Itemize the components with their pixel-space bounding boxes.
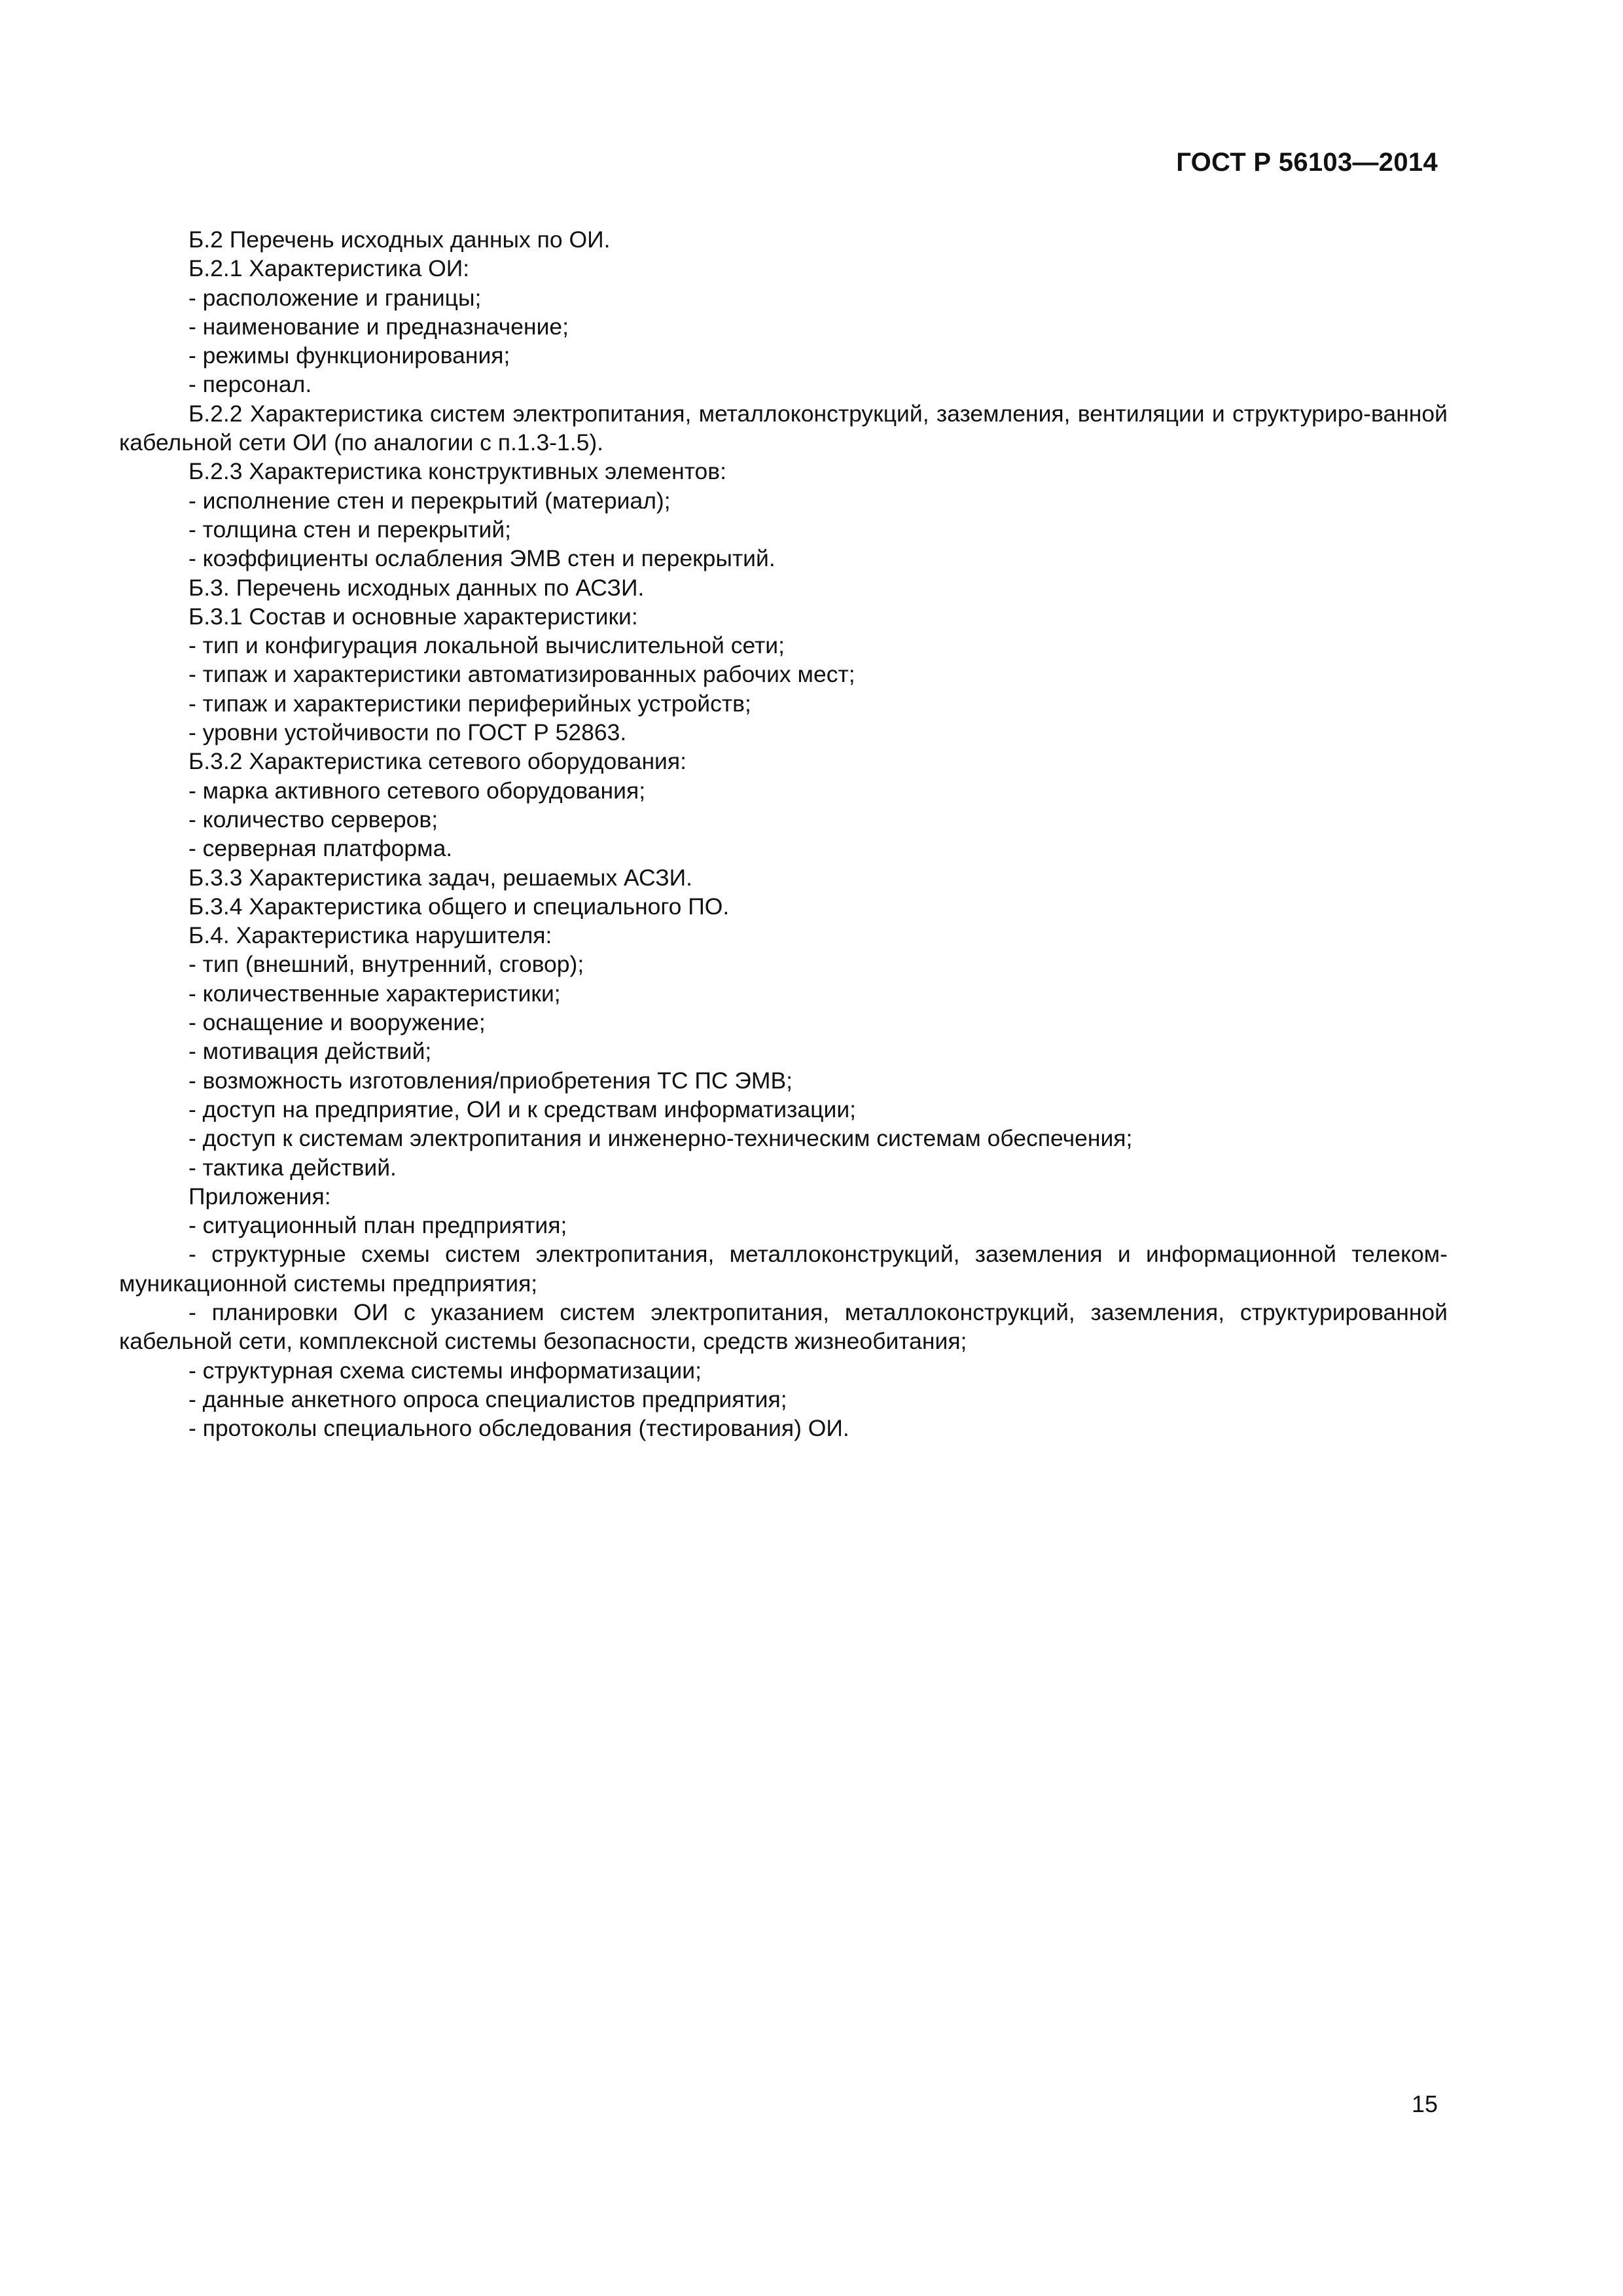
- body-paragraph: - доступ к системам электропитания и инженерно-техническим системам обеспечения;: [188, 1125, 1133, 1152]
- body-paragraph: Б.3.3 Характеристика задач, решаемых АСЗИ.: [188, 864, 693, 891]
- body-paragraph: - уровни устойчивости по ГОСТ Р 52863.: [188, 719, 627, 746]
- body-paragraph: - доступ на предприятие, ОИ и к средствам информатизации;: [188, 1096, 857, 1122]
- body-paragraph: - структурная схема системы информатизации;: [188, 1357, 702, 1384]
- body-paragraph: - ситуационный план предприятия;: [188, 1212, 567, 1239]
- document-code-header: ГОСТ Р 56103—2014: [1176, 148, 1438, 177]
- body-paragraph: - оснащение и вооружение;: [188, 1009, 486, 1036]
- body-paragraph: - марка активного сетевого оборудования;: [188, 777, 646, 804]
- body-paragraph: Б.3.4 Характеристика общего и специального ПО.: [188, 893, 730, 920]
- body-paragraph: - толщина стен и перекрытий;: [188, 516, 512, 543]
- page-number: 15: [1411, 2090, 1438, 2117]
- body-paragraph: - количественные характеристики;: [188, 980, 561, 1007]
- body-paragraph: - наименование и предназначение;: [188, 313, 569, 340]
- body-paragraph: - расположение и границы;: [188, 284, 482, 311]
- body-paragraph: Б.2.3 Характеристика конструктивных элементов:: [188, 458, 727, 485]
- body-paragraph: - возможность изготовления/приобретения ТС ПС ЭМВ;: [188, 1067, 793, 1094]
- body-paragraph: Б.3. Перечень исходных данных по АСЗИ.: [188, 574, 645, 601]
- body-paragraph: - типаж и характеристики периферийных устройств;: [188, 690, 751, 717]
- body-paragraph: - типаж и характеристики автоматизированных рабочих мест;: [188, 661, 855, 688]
- body-paragraph: - количество серверов;: [188, 806, 438, 833]
- body-paragraph: - мотивация действий;: [188, 1038, 432, 1065]
- body-paragraph: Б.2 Перечень исходных данных по ОИ.: [188, 226, 611, 253]
- body-paragraph: Б.3.1 Состав и основные характеристики:: [188, 603, 638, 630]
- body-paragraph: - персонал.: [188, 371, 312, 398]
- body-paragraph: - режимы функционирования;: [188, 342, 510, 369]
- body-paragraph: Б.2.1 Характеристика ОИ:: [188, 255, 470, 282]
- body-paragraph: - исполнение стен и перекрытий (материал);: [188, 487, 671, 514]
- body-paragraph: - планировки ОИ с указанием систем электропитания, металлоконструкций, заземления, структурированной кабельной сети, комплексной системы безопасности, средств жизнеобитания;: [119, 1299, 1448, 1355]
- body-paragraph: - тип (внешний, внутренний, сговор);: [188, 951, 584, 978]
- body-paragraph: - тактика действий.: [188, 1154, 397, 1181]
- body-paragraph: - данные анкетного опроса специалистов предприятия;: [188, 1386, 787, 1412]
- body-paragraph: Б.3.2 Характеристика сетевого оборудования:: [188, 748, 687, 775]
- body-paragraph: - структурные схемы систем электропитания, металлоконструкций, заземления и информационной телеком-муникационной системы предприятия;: [119, 1241, 1448, 1297]
- document-body: [119, 225, 1448, 1443]
- body-paragraph: Б.2.2 Характеристика систем электропитания, металлоконструкций, заземления, вентиляции и структуриро-ванной кабельной сети ОИ (по аналогии с п.1.3-1.5).: [119, 400, 1448, 456]
- body-paragraph: - серверная платформа.: [188, 835, 453, 862]
- body-paragraph: Б.4. Характеристика нарушителя:: [188, 922, 552, 949]
- body-paragraph: Приложения:: [188, 1183, 331, 1210]
- body-paragraph: - тип и конфигурация локальной вычислительной сети;: [188, 632, 785, 659]
- body-paragraph: - коэффициенты ослабления ЭМВ стен и перекрытий.: [188, 545, 776, 572]
- body-paragraph: - протоколы специального обследования (тестирования) ОИ.: [188, 1415, 849, 1442]
